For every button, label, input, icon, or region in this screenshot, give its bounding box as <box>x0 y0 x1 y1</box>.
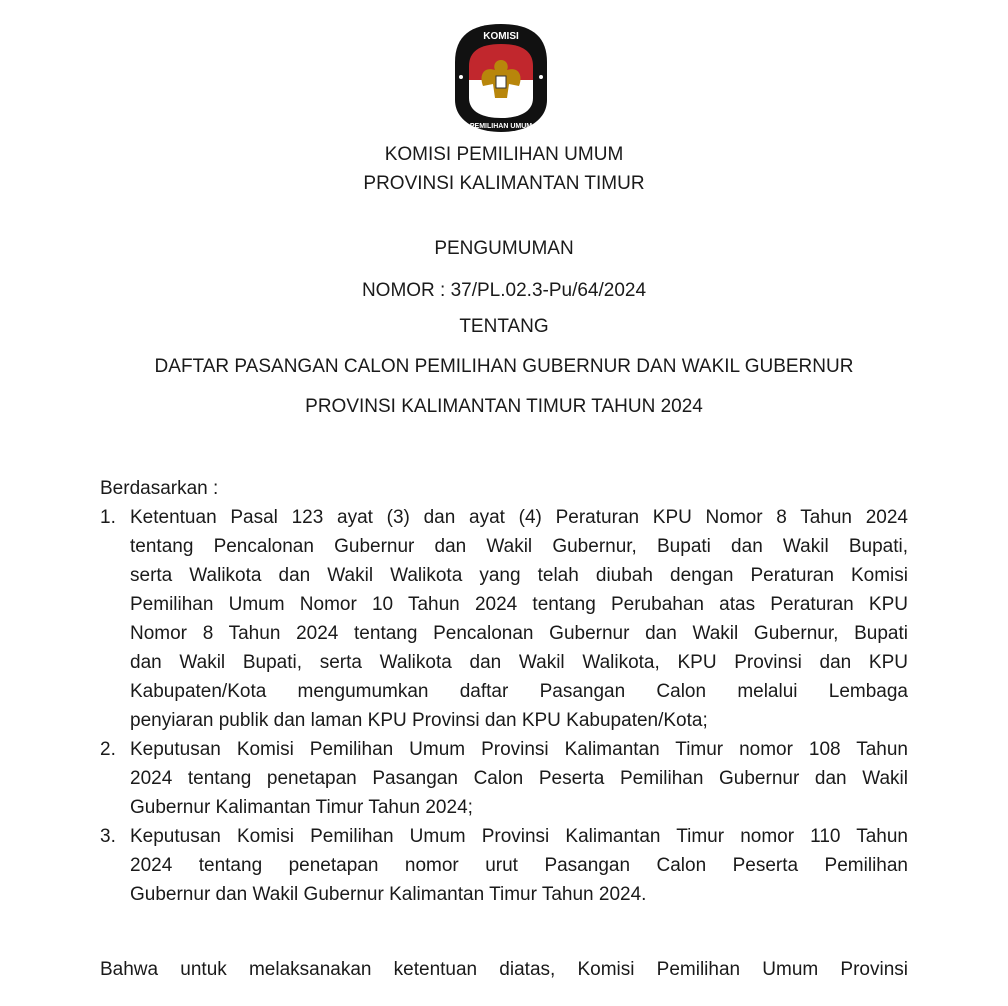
svg-text:KOMISI: KOMISI <box>483 31 519 42</box>
list-item-line: Gubernur Kalimantan Timur Tahun 2024; <box>130 797 473 818</box>
doc-type: PENGUMUMAN <box>434 238 574 259</box>
list-item-line: Pemilihan Umum Nomor 10 Tahun 2024 tentang Perubahan atas Peraturan KPU <box>130 594 908 615</box>
list-item-line: Nomor 8 Tahun 2024 tentang Pencalonan Gubernur dan Wakil Gubernur, Bupati <box>130 623 908 644</box>
doc-about: TENTANG <box>459 316 549 337</box>
list-item-line: Kabupaten/Kota mengumumkan daftar Pasangan Calon melalui Lembaga <box>130 681 908 702</box>
org-line-2: PROVINSI KALIMANTAN TIMUR <box>363 173 645 194</box>
doc-number: NOMOR : 37/PL.02.3-Pu/64/2024 <box>361 280 647 301</box>
document-body <box>100 474 908 909</box>
basis-list <box>100 503 908 909</box>
list-item-line: 2024 tentang penetapan Pasangan Calon Peserta Pemilihan Gubernur dan Wakil <box>130 768 908 789</box>
list-item-number: 2. <box>100 739 116 760</box>
list-item-line: 2024 tentang penetapan nomor urut Pasangan Calon Peserta Pemilihan <box>130 855 908 876</box>
list-item-line: Keputusan Komisi Pemilihan Umum Provinsi Kalimantan Timur nomor 108 Tahun <box>130 739 908 760</box>
intro-text: Berdasarkan : <box>100 478 219 499</box>
list-item-line: penyiaran publik dan laman KPU Provinsi dan KPU Kabupaten/Kota; <box>130 710 708 731</box>
list-item-line: Gubernur dan Wakil Gubernur Kalimantan Timur Tahun 2024. <box>130 884 647 905</box>
kpu-logo <box>453 22 549 134</box>
list-item-line: serta Walikota dan Wakil Walikota yang telah diubah dengan Peraturan Komisi <box>130 565 908 586</box>
list-item-line: Keputusan Komisi Pemilihan Umum Provinsi Kalimantan Timur nomor 110 Tahun <box>130 826 908 847</box>
doc-title-line-2: PROVINSI KALIMANTAN TIMUR TAHUN 2024 <box>305 396 703 417</box>
list-item-line: tentang Pencalonan Gubernur dan Wakil Gubernur, Bupati dan Wakil Bupati, <box>130 536 908 557</box>
list-item-line: dan Wakil Bupati, serta Walikota dan Wakil Walikota, KPU Provinsi dan KPU <box>130 652 908 673</box>
list-item-number: 1. <box>100 507 116 528</box>
doc-title-line-1: DAFTAR PASANGAN CALON PEMILIHAN GUBERNUR DAN WAKIL GUBERNUR <box>154 356 854 377</box>
org-line-1: KOMISI PEMILIHAN UMUM <box>384 144 624 165</box>
list-item <box>100 735 908 822</box>
list-item-line: Ketentuan Pasal 123 ayat (3) dan ayat (4) Peraturan KPU Nomor 8 Tahun 2024 <box>130 507 908 528</box>
list-item <box>100 822 908 909</box>
closing-text: Bahwa untuk melaksanakan ketentuan diatas, Komisi Pemilihan Umum Provinsi <box>100 959 908 980</box>
svg-text:PEMILIHAN UMUM: PEMILIHAN UMUM <box>469 123 533 130</box>
list-item <box>100 503 908 735</box>
list-item-number: 3. <box>100 826 116 847</box>
